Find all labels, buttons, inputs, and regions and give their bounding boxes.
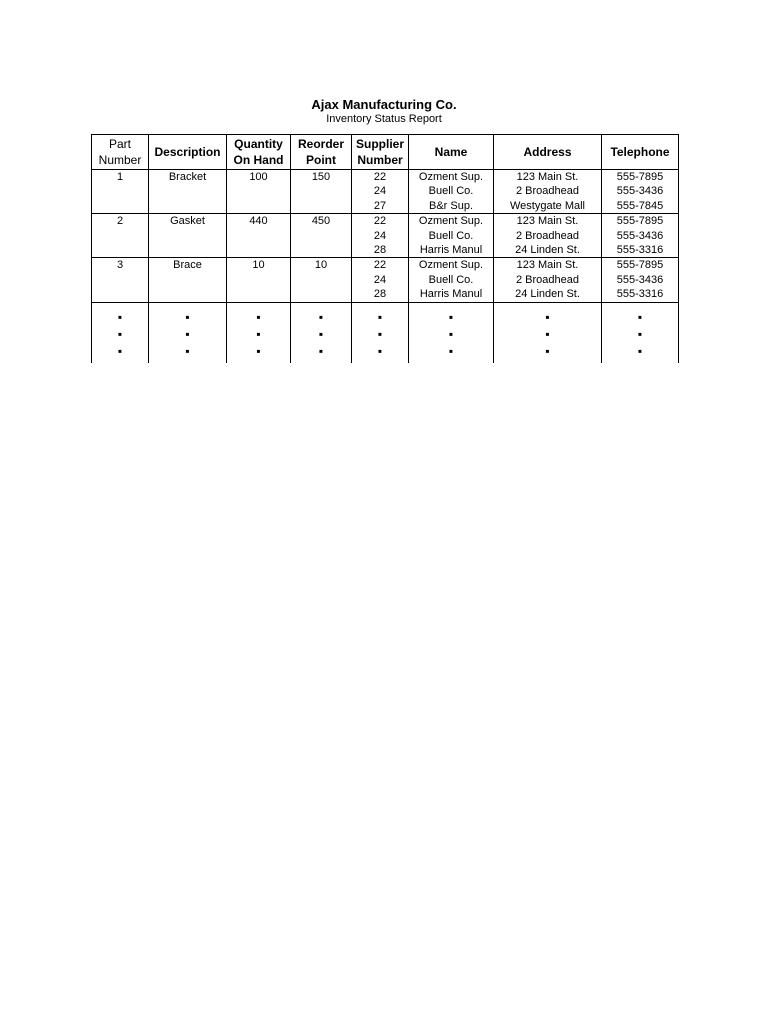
reorder-point-cell — [291, 243, 352, 258]
reorder-point-cell — [291, 287, 352, 302]
column-header-line: Reorder — [297, 137, 344, 151]
supplier-name-cell: Buell Co. — [409, 229, 494, 243]
column-header-description — [149, 135, 227, 170]
continuation-cell — [494, 302, 602, 363]
continuation-dot: ▪ — [545, 326, 550, 341]
quantity-cell: 100 — [227, 170, 291, 185]
part-number-cell: 2 — [92, 214, 149, 229]
column-header-name — [409, 135, 494, 170]
continuation-dot: ▪ — [377, 343, 383, 358]
supplier-address-cell: 2 Broadhead — [494, 273, 602, 287]
continuation-cell — [352, 302, 409, 363]
report-title: Ajax Manufacturing Co. — [311, 97, 457, 112]
column-header-part-number — [92, 135, 149, 170]
table-row — [92, 273, 679, 287]
reorder-point-cell — [291, 184, 352, 198]
continuation-dot: ▪ — [318, 309, 324, 324]
quantity-cell — [227, 229, 291, 243]
continuation-dot: ▪ — [377, 309, 383, 324]
part-group — [92, 258, 679, 302]
column-header-reorder-point — [291, 135, 352, 170]
continuation-cell — [149, 302, 227, 363]
header-row — [92, 135, 679, 170]
quantity-cell: 440 — [227, 214, 291, 229]
continuation-dot: ▪ — [256, 326, 261, 341]
column-header-line: Point — [306, 153, 336, 167]
part-number-cell — [92, 243, 149, 258]
supplier-telephone-cell: 555-3436 — [602, 184, 679, 198]
continuation-cell — [291, 302, 352, 363]
supplier-number-cell: 24 — [352, 273, 409, 287]
supplier-number-cell: 27 — [352, 199, 409, 214]
reorder-point-cell — [291, 199, 352, 214]
table-header — [92, 135, 679, 170]
column-header-quantity-on-hand — [227, 135, 291, 170]
table-row — [92, 214, 679, 229]
description-cell: Gasket — [149, 214, 227, 229]
description-cell: Brace — [149, 258, 227, 273]
column-header-line: Quantity — [234, 137, 283, 151]
table-row — [92, 170, 679, 185]
continuation-dot: ▪ — [448, 309, 454, 324]
supplier-address-cell: 24 Linden St. — [494, 243, 602, 258]
continuation-dot: ▪ — [318, 343, 324, 358]
part-number-cell — [92, 184, 149, 198]
continuation-cell — [602, 302, 679, 363]
description-cell — [149, 199, 227, 214]
supplier-name-cell: Harris Manul — [409, 243, 494, 258]
supplier-number-cell: 22 — [352, 258, 409, 273]
supplier-number-cell: 22 — [352, 170, 409, 185]
column-header-line: Address — [523, 145, 572, 159]
description-cell — [149, 273, 227, 287]
table-row — [92, 199, 679, 214]
continuation-row — [92, 302, 679, 363]
supplier-address-cell: 123 Main St. — [494, 170, 602, 185]
supplier-address-cell: 123 Main St. — [494, 258, 602, 273]
part-group — [92, 214, 679, 258]
supplier-telephone-cell: 555-7895 — [602, 170, 679, 185]
supplier-address-cell: 2 Broadhead — [494, 229, 602, 243]
quantity-cell: 10 — [227, 258, 291, 273]
supplier-address-cell: 2 Broadhead — [494, 184, 602, 198]
part-number-cell — [92, 199, 149, 214]
supplier-name-cell: Harris Manul — [409, 287, 494, 302]
continuation-dot: ▪ — [545, 309, 550, 324]
supplier-name-cell: Buell Co. — [409, 273, 494, 287]
supplier-telephone-cell: 555-7895 — [602, 214, 679, 229]
quantity-cell — [227, 273, 291, 287]
reorder-point-cell: 10 — [291, 258, 352, 273]
continuation-dot: ▪ — [185, 343, 190, 358]
quantity-cell — [227, 243, 291, 258]
supplier-address-cell: 24 Linden St. — [494, 287, 602, 302]
continuation-dot: ▪ — [117, 326, 123, 341]
inventory-table — [91, 134, 679, 363]
supplier-telephone-cell: 555-7845 — [602, 199, 679, 214]
supplier-telephone-cell: 555-3316 — [602, 287, 679, 302]
supplier-telephone-cell: 555-7895 — [602, 258, 679, 273]
table-row — [92, 258, 679, 273]
description-cell — [149, 287, 227, 302]
continuation-dot: ▪ — [637, 309, 643, 324]
supplier-telephone-cell: 555-3436 — [602, 229, 679, 243]
supplier-name-cell: B&r Sup. — [409, 199, 494, 214]
continuation-group — [92, 302, 679, 363]
supplier-number-cell: 28 — [352, 243, 409, 258]
reorder-point-cell: 150 — [291, 170, 352, 185]
part-number-cell: 3 — [92, 258, 149, 273]
continuation-dot: ▪ — [256, 309, 261, 324]
supplier-name-cell: Ozment Sup. — [409, 170, 494, 185]
continuation-cell — [409, 302, 494, 363]
supplier-number-cell: 22 — [352, 214, 409, 229]
column-header-line: Supplier — [355, 137, 404, 151]
continuation-cell — [92, 302, 149, 363]
column-header-line: Number — [357, 153, 403, 167]
part-number-cell — [92, 273, 149, 287]
part-number-cell — [92, 287, 149, 302]
supplier-telephone-cell: 555-3436 — [602, 273, 679, 287]
column-header-supplier-number — [352, 135, 409, 170]
supplier-number-cell: 24 — [352, 184, 409, 198]
continuation-dot: ▪ — [117, 343, 123, 358]
continuation-dot: ▪ — [637, 343, 643, 358]
column-header-line: Name — [434, 145, 468, 159]
supplier-name-cell: Ozment Sup. — [409, 214, 494, 229]
continuation-dot: ▪ — [185, 309, 190, 324]
part-group — [92, 170, 679, 214]
continuation-dot: ▪ — [117, 309, 123, 324]
quantity-cell — [227, 199, 291, 214]
table-row — [92, 229, 679, 243]
continuation-dot: ▪ — [377, 326, 383, 341]
continuation-dot: ▪ — [448, 326, 454, 341]
column-header-line: On Hand — [233, 153, 284, 167]
column-header-line: Part — [108, 137, 131, 151]
continuation-dot: ▪ — [256, 343, 261, 358]
quantity-cell — [227, 184, 291, 198]
quantity-cell — [227, 287, 291, 302]
column-header-telephone — [602, 135, 679, 170]
supplier-name-cell: Buell Co. — [409, 184, 494, 198]
report-subtitle: Inventory Status Report — [326, 113, 442, 125]
supplier-address-cell: Westygate Mall — [494, 199, 602, 214]
table-row — [92, 287, 679, 302]
continuation-cell — [227, 302, 291, 363]
description-cell: Bracket — [149, 170, 227, 185]
column-header-line: Number — [98, 153, 142, 167]
table-row — [92, 243, 679, 258]
continuation-dot: ▪ — [185, 326, 190, 341]
continuation-dot: ▪ — [318, 326, 324, 341]
supplier-address-cell: 123 Main St. — [494, 214, 602, 229]
description-cell — [149, 229, 227, 243]
reorder-point-cell — [291, 229, 352, 243]
part-number-cell: 1 — [92, 170, 149, 185]
part-number-cell — [92, 229, 149, 243]
column-header-line: Description — [154, 145, 221, 159]
continuation-dot: ▪ — [448, 343, 454, 358]
reorder-point-cell — [291, 273, 352, 287]
supplier-number-cell: 24 — [352, 229, 409, 243]
supplier-name-cell: Ozment Sup. — [409, 258, 494, 273]
table-row — [92, 184, 679, 198]
continuation-dot: ▪ — [545, 343, 550, 358]
column-header-address — [494, 135, 602, 170]
description-cell — [149, 184, 227, 198]
reorder-point-cell: 450 — [291, 214, 352, 229]
continuation-dot: ▪ — [637, 326, 643, 341]
supplier-telephone-cell: 555-3316 — [602, 243, 679, 258]
supplier-number-cell: 28 — [352, 287, 409, 302]
description-cell — [149, 243, 227, 258]
column-header-line: Telephone — [610, 145, 670, 159]
